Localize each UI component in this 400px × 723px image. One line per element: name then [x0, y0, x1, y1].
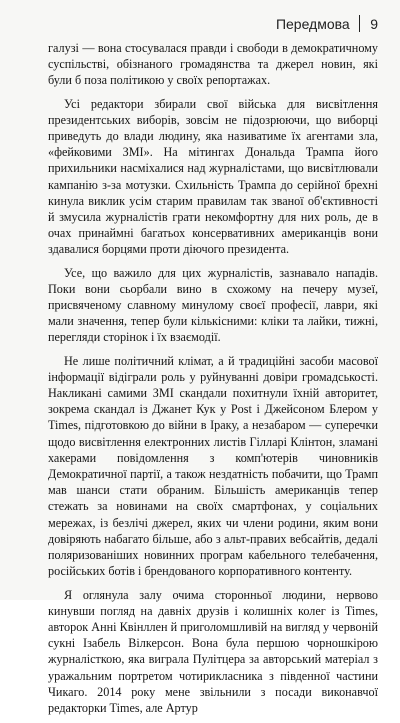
chapter-title: Передмова — [275, 15, 350, 32]
body-text — [48, 40, 378, 723]
paragraph-3: Усе, що важило для цих журналістів, зазнавало нападів. Поки вони сьорбали вино в схожому на печеру музеї, присвяченому славному минулому своєї професії, лаври, які мали значення, тепер були кількісними: кліки та лайки, тижні, перегляди сторінок і їх взаємодії. — [48, 265, 378, 345]
paragraph-4: Не лише політичний клімат, а й традиційні засоби масової інформації відіграли роль у руйнуванні довіри громадськості. Накликані самими ЗМІ скандали похитнули їхній авторитет, зокрема скандал із Джанет Кук у Post і Джейсоном Блером у Times, підготовкою до війни в Іраку, а незабаром — суперечки щодо висвітлення електронних листів Гілларі Клінтон, зламані хакерами повідомлення з комп'ютерів чиновників Демократичної партії, а також нездатність побачити, що Трамп мав шанси стати обраним. Більшість американців тепер стежать за новинами на своїх смартфонах, у соціальних мережах, із безлічі джерел, яких чи члени родини, яким вони довіряють набагато більше, або з альт-правих вебсайтів, дедалі поляризованіших новинних програм кабельного телебачення, російських ботів і брендованого корпоративного контенту. — [48, 353, 378, 579]
paragraph-5: Я оглянула залу очима сторонньої людини, нервово кинувши погляд на давніх друзів і колишніх колег із Times, авторок Анні Квінллен й приголомшливій на вигляд у червоній сукні Ізабель Вілкерсон. Вона була першою чорношкірою журналісткою, яка виграла Пулітцера за авторський матеріал з уражальним портретом чотирикласника з південної частини Чикаго. 2014 року мене звільнили з посади виконавчої редакторки Times, але Артур — [48, 587, 378, 715]
page-number: 9 — [370, 15, 378, 32]
header-divider — [359, 15, 361, 32]
running-head — [276, 15, 378, 32]
paragraph-1: галузі — вона стосувалася правди і свободи в демократичному суспільстві, обізнаного громадянства та джерел новин, які були б поза політикою у своїх репортажах. — [48, 41, 378, 88]
paragraph-2: Усі редактори збирали свої війська для висвітлення президентських виборів, зовсім не підозрюючи, що виборці приведуть до влади людину, яка називатиме їх агентами зла, «фейковими ЗМІ». На мітингах Дональда Трампа його прихильники насміхалися над журналістами, що висвітлювали кампанію з-за мотузки. Схильність Трампа до серійної брехні кинула виклик усім старим правилам так званої об'єктивності й змусила журналістів грати некомфортну для них роль, де в очах принаймні багатьох консервативних американців вони здавалися борцями проти діючого президента. — [48, 96, 378, 257]
